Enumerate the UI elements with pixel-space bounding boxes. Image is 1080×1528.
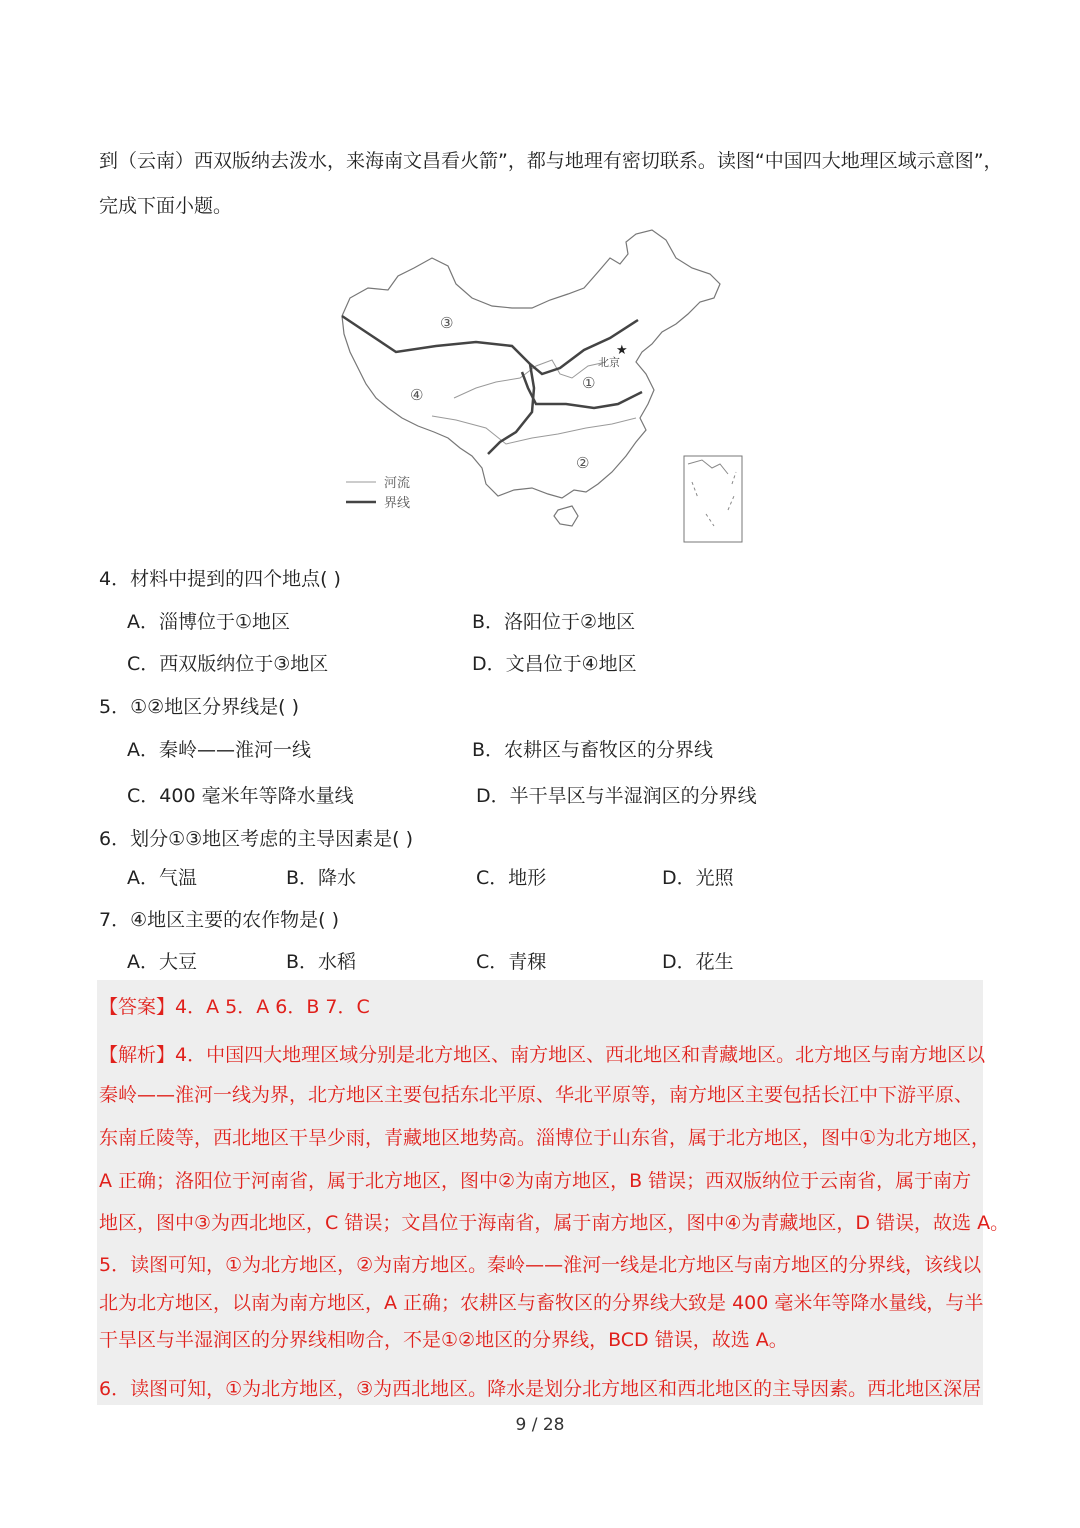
- south-china-sea-inset: [684, 456, 742, 542]
- beijing-label: 北京: [598, 356, 620, 369]
- question-5-option-d[interactable]: D．半干旱区与半湿润区的分界线: [476, 785, 757, 807]
- analysis-text-1: 4．中国四大地理区域分别是北方地区、南方地区、西北地区和青藏地区。北方地区与南方地区以: [175, 1044, 986, 1066]
- question-4-option-d[interactable]: D．文昌位于④地区: [472, 653, 637, 675]
- analysis-line-7: 北为北方地区，以南为南方地区，A 正确；农耕区与畜牧区的分界线大致是 400 毫米年等降水量线，与半: [99, 1292, 984, 1314]
- boundary-qinghai-tibet: [488, 364, 534, 454]
- question-4-option-b[interactable]: B．洛阳位于②地区: [472, 611, 636, 633]
- boundary-north: [342, 316, 638, 374]
- yangtze-river: [432, 416, 636, 444]
- region-label-4: ④: [410, 386, 424, 404]
- question-4-stem: 4．材料中提到的四个地点( ): [99, 568, 341, 590]
- question-5-option-b[interactable]: B．农耕区与畜牧区的分界线: [472, 739, 714, 761]
- intro-line-2: 完成下面小题。: [99, 195, 233, 217]
- question-4-option-c[interactable]: C．西双版纳位于③地区: [127, 653, 329, 675]
- question-7-stem: 7．④地区主要的农作物是( ): [99, 909, 339, 931]
- question-7-option-b[interactable]: B．水稻: [286, 951, 357, 973]
- analysis-label: 【解析】: [99, 1044, 176, 1066]
- analysis-line-6: 5．读图可知，①为北方地区，②为南方地区。秦岭——淮河一线是北方地区与南方地区的分界线，该线以: [99, 1254, 982, 1276]
- question-6-option-b[interactable]: B．降水: [286, 867, 357, 889]
- question-5-option-c[interactable]: C．400 毫米年等降水量线: [127, 785, 354, 807]
- region-label-2: ②: [576, 454, 590, 472]
- analysis-line-3: 东南丘陵等，西北地区干旱少雨，青藏地区地势高。淄博位于山东省，属于北方地区，图中①为北方地区，: [99, 1127, 991, 1149]
- beijing-star-icon: ★: [616, 343, 628, 358]
- answer-values: 4．A 5．A 6．B 7．C: [175, 996, 370, 1018]
- analysis-line-8: 干旱区与半湿润区的分界线相吻合，不是①②地区的分界线，BCD 错误，故选 A。: [99, 1329, 788, 1351]
- question-4-option-a[interactable]: A．淄博位于①地区: [127, 611, 291, 633]
- question-6-option-a[interactable]: A．气温: [127, 867, 197, 889]
- question-5-stem: 5．①②地区分界线是( ): [99, 696, 300, 718]
- analysis-line-4: A 正确；洛阳位于河南省，属于北方地区，图中②为南方地区，B 错误；西双版纳位于云南省，属于南方: [99, 1170, 972, 1192]
- inset-dashes: [692, 472, 736, 526]
- analysis-line-5: 地区，图中③为西北地区，C 错误；文昌位于海南省，属于南方地区，图中④为青藏地区，D 错误，故选 A。: [99, 1212, 1010, 1234]
- legend-river-label: 河流: [384, 476, 411, 491]
- question-7-option-a[interactable]: A．大豆: [127, 951, 197, 973]
- question-6-option-c[interactable]: C．地形: [476, 867, 547, 889]
- analysis-line-9: 6．读图可知，①为北方地区，③为西北地区。降水是划分北方地区和西北地区的主导因素。西北地区深居: [99, 1378, 982, 1400]
- hainan-outline: [554, 506, 578, 526]
- intro-line-1: 到（云南）西双版纳去泼水，来海南文昌看火箭”，都与地理有密切联系。读图“中国四大地理区域示意图”，: [99, 150, 1003, 172]
- question-6-stem: 6．划分①③地区考虑的主导因素是( ): [99, 828, 414, 850]
- question-5-option-a[interactable]: A．秦岭——淮河一线: [127, 739, 311, 761]
- inset-coast: [688, 460, 728, 474]
- page-number: 9 / 28: [515, 1415, 565, 1435]
- question-7-option-c[interactable]: C．青稞: [476, 951, 547, 973]
- question-7-option-d[interactable]: D．花生: [662, 951, 734, 973]
- region-label-3: ③: [440, 314, 454, 332]
- analysis-line-2: 秦岭——淮河一线为界，北方地区主要包括东北平原、华北平原等，南方地区主要包括长江中下游平原、: [99, 1084, 974, 1106]
- analysis-line-1: [99, 1040, 985, 1067]
- answer-line: [99, 992, 370, 1019]
- china-regions-map: [336, 228, 746, 546]
- legend-boundary-label: 界线: [384, 496, 411, 511]
- question-6-option-d[interactable]: D．光照: [662, 867, 734, 889]
- region-label-1: ①: [582, 374, 596, 392]
- answer-label: 【答案】: [99, 996, 176, 1018]
